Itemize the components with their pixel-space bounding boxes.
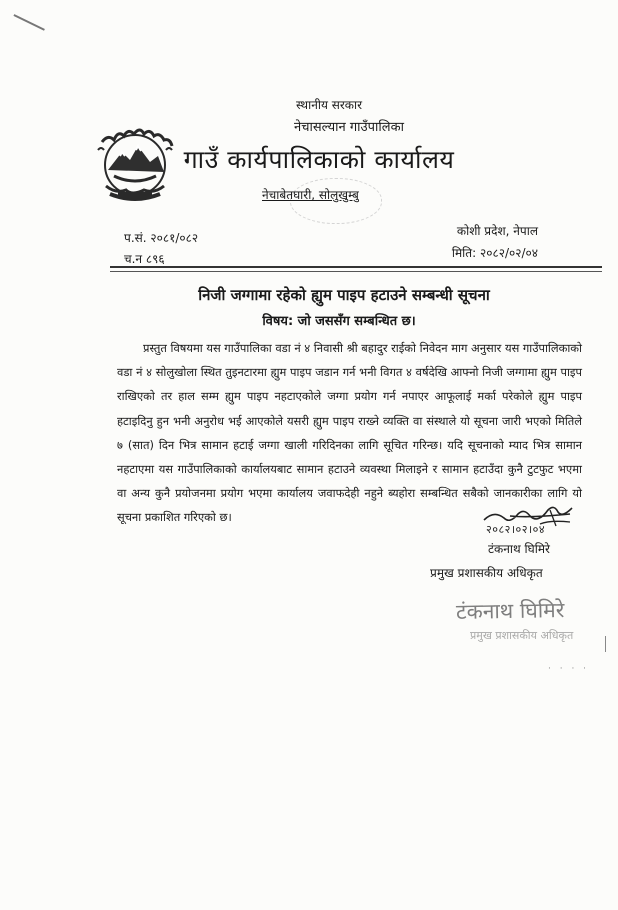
- province-label: कोशी प्रदेश, नेपाल: [456, 224, 538, 238]
- notice-date: मिति: २०८२/०२/०४: [451, 246, 538, 260]
- municipality-name: नेचासल्यान गाउँपालिका: [294, 120, 404, 135]
- office-title: गाउँ कार्यपालिकाको कार्यालय: [183, 145, 455, 174]
- signatory-designation: प्रमुख प्रशासकीय अधिकृत: [430, 566, 543, 580]
- signature-date: २०८२।०२।०४: [486, 523, 546, 536]
- signatory-name: टंकनाथ घिमिरे: [488, 542, 550, 556]
- signatory-stamp-name: टंकनाथ घिमिरे: [455, 598, 565, 624]
- scan-mark: [14, 14, 45, 30]
- letter-number: प.सं. २०८१/०८२: [124, 231, 199, 245]
- edge-mark: [605, 636, 607, 652]
- header-divider: [110, 266, 602, 268]
- government-label: स्थानीय सरकार: [296, 98, 362, 112]
- notice-body: प्रस्तुत विषयमा यस गाउँपालिका वडा नं ४ निवासी श्री बहादुर राईको निवेदन माग अनुसार यस गाउँपालिकाको वडा नं ४ सोलुखोला स्थित तुइनटारमा ह्युम पाइप जडान गर्न भनी विगत ४ वर्षदेखि आफ्नो निजी जग्गामा ह्युम पाइप राखिएको तर हाल सम्म ह्युम पाइप नहटाएकोले जग्गा प्रयोग गर्न नपाएर आफूलाई मर्का परेकोले ह्युम पाइप हटाइदिनु हुन भनी अनुरोध भई आएकोले यसरी ह्युम पाइप राख्ने व्यक्ति वा संस्थाले यो सूचना जारी भएको मितिले ७ (सात) दिन भित्र सामान हटाई जग्गा खाली गरिदिनका लागि सूचित गरिन्छ। यदि सूचनाको म्याद भित्र सामान नहटाएमा यस गाउँपालिकाको कार्यालयबाट सामान हटाउने व्यवस्था मिलाइने र सामान हटाउँदा कुनै टुटफुट भएमा वा अन्य कुनै प्रयोजनमा प्रयोग भएमा कार्यालय जवाफदेही नहुने ब्यहोरा सम्बन्धित सबैको जानकारीका लागि यो सूचना प्रकाशित गरिएको छ।: [117, 341, 582, 525]
- scan-dots: · · · ·: [548, 664, 590, 674]
- dispatch-number: च.न ८९६: [124, 252, 165, 266]
- header-divider-thin: [110, 271, 602, 272]
- signatory-stamp-designation: प्रमुख प्रशासकीय अधिकृत: [470, 629, 574, 642]
- notice-title: निजी जग्गामा रहेको ह्युम पाइप हटाउने सम्बन्धी सूचना: [198, 286, 490, 304]
- notice-subject: विषय: जो जससँग सम्बन्धित छ।: [262, 314, 416, 329]
- office-address: नेचाबेतघारी, सोलुखुम्बु: [262, 188, 359, 202]
